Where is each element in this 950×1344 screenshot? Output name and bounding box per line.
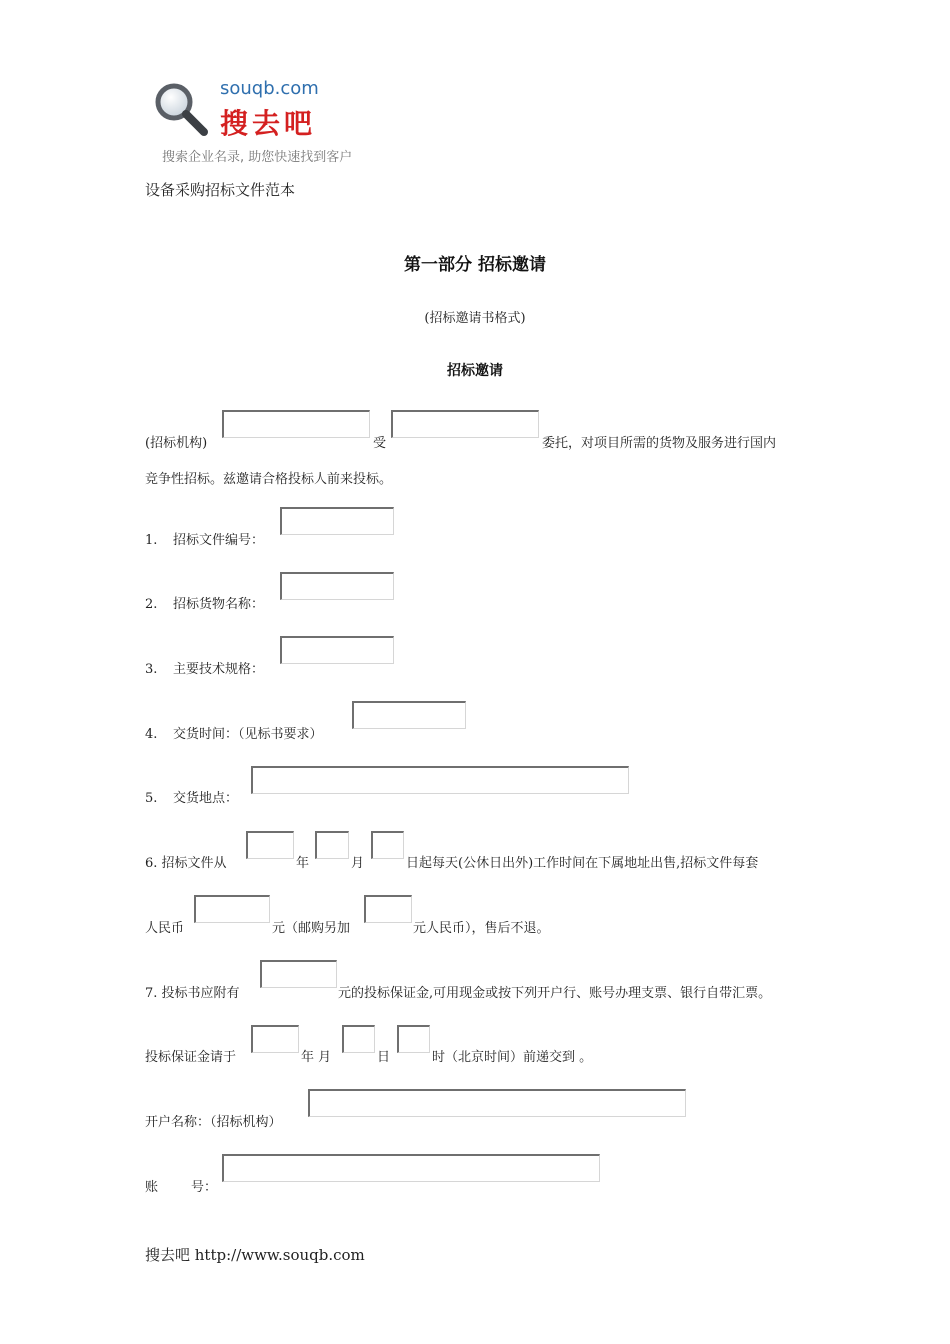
logo-slogan: 搜索企业名录, 助您快速找到客户 (162, 150, 353, 165)
item-4-label: 交货时间：（见标书要求） (173, 727, 323, 742)
bond-deadline-hour-input[interactable] (397, 1025, 430, 1053)
item-6-price-mid: 元（邮购另加 (272, 921, 351, 936)
item-4-number: 4. (145, 727, 158, 742)
footer-text: 搜去吧 http://www.souqb.com (145, 1246, 365, 1264)
agency-label: (招标机构) (145, 436, 208, 451)
account-number-input[interactable] (222, 1154, 600, 1182)
sale-start-month-input[interactable] (315, 831, 349, 859)
item-7-prefix: 7. 投标书应附有 (145, 986, 240, 1001)
account-number-label: 账 号： (145, 1180, 218, 1195)
bond-deadline-day-input[interactable] (342, 1025, 375, 1053)
bid-document-number-input[interactable] (280, 507, 394, 535)
sale-start-day-input[interactable] (371, 831, 404, 859)
bond-deadline-prefix: 投标保证金请于 (145, 1050, 237, 1065)
agency-input[interactable] (222, 410, 370, 438)
technical-spec-input[interactable] (280, 636, 394, 664)
sale-start-year-input[interactable] (246, 831, 294, 859)
bond-deadline-text: 时（北京时间）前递交到 。 (432, 1050, 593, 1065)
intro-text-line1: 委托，对项目所需的货物及服务进行国内 (542, 436, 777, 451)
document-price-input[interactable] (194, 895, 270, 923)
bid-bond-amount-input[interactable] (260, 960, 337, 988)
item-5-label: 交货地点： (173, 791, 239, 806)
account-name-label: 开户名称：（招标机构） (145, 1115, 282, 1130)
item-2-label: 招标货物名称： (173, 597, 265, 612)
section-title: 招标邀请 (447, 363, 503, 379)
item-6-month-label: 月 (351, 856, 365, 871)
logo (152, 76, 392, 168)
item-3-number: 3. (145, 662, 158, 677)
delivery-time-input[interactable] (352, 701, 466, 729)
item-6-year-label: 年 (296, 856, 310, 871)
bond-deadline-day-label: 日 (377, 1050, 391, 1065)
item-1-number: 1. (145, 533, 158, 548)
format-note: (招标邀请书格式) (424, 311, 526, 326)
goods-name-input[interactable] (280, 572, 394, 600)
account-name-input[interactable] (308, 1089, 686, 1117)
item-2-number: 2. (145, 597, 158, 612)
part-title: 第一部分 招标邀请 (404, 255, 546, 275)
item-7-text: 元的投标保证金,可用现金或按下列开户行、账号办理支票、银行自带汇票。 (338, 986, 772, 1001)
item-6-prefix: 6. 招标文件从 (145, 856, 227, 871)
item-3-label: 主要技术规格： (173, 662, 265, 677)
item-5-number: 5. (145, 791, 158, 806)
bond-deadline-year-input[interactable] (251, 1025, 299, 1053)
entrusted-by-label: 受 (373, 436, 387, 451)
postage-input[interactable] (364, 895, 412, 923)
item-1-label: 招标文件编号： (173, 533, 265, 548)
document-title: 设备采购招标文件范本 (145, 181, 296, 199)
magnifier-icon (152, 80, 212, 140)
item-6-text: 日起每天(公休日出外)工作时间在下属地址出售,招标文件每套 (406, 856, 759, 871)
intro-text-line2: 竞争性招标。兹邀请合格投标人前来投标。 (145, 472, 393, 487)
item-6-price-rest: 元人民币），售后不退。 (413, 921, 550, 936)
logo-url: souqb.com (220, 78, 319, 99)
item-6-price-prefix: 人民币 (145, 921, 185, 936)
bond-deadline-year-month-label: 年 月 (301, 1050, 332, 1065)
delivery-place-input[interactable] (251, 766, 629, 794)
logo-name: 搜去吧 (220, 107, 317, 140)
client-input[interactable] (391, 410, 539, 438)
